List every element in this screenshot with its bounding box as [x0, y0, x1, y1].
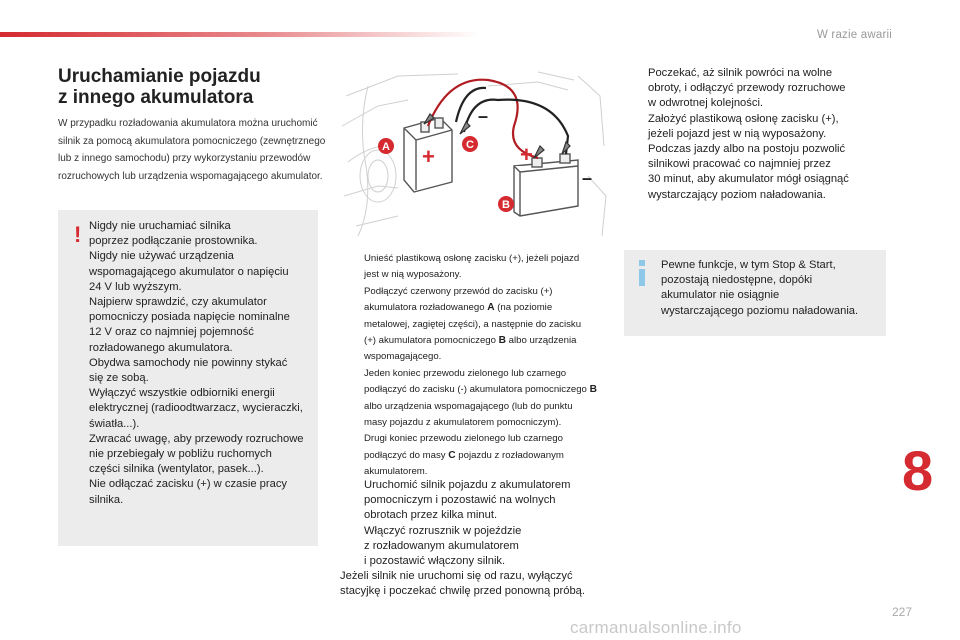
start-line: z rozładowanym akumulatorem [364, 539, 519, 552]
finish-line: 30 minut, aby akumulator mógł osiągnąć [648, 173, 849, 186]
finish-line: silnikowi pracować co najmniej przez [648, 158, 831, 171]
warning-icon: ! [74, 222, 82, 247]
connection-line: Unieść plastikową osłonę zacisku (+), jeżeli pojazd [364, 253, 580, 264]
label-c: C [466, 139, 474, 151]
retry-note-line: Jeżeli silnik nie uruchomi się od razu, wyłączyć [340, 570, 573, 583]
warning-line: elektrycznej (radioodtwarzacz, wycieraczki, [89, 402, 303, 415]
finish-line: Podczas jazdy albo na postoju pozwolić [648, 143, 846, 156]
page-number: 227 [892, 605, 913, 619]
warning-line: Nigdy nie uruchamiać silnika [89, 220, 231, 232]
start-line: Włączyć rozrusznik w pojeździe [364, 524, 522, 537]
section-label: W razie awarii [816, 29, 892, 41]
minus-sign-right: – [582, 168, 593, 188]
finish-line: Poczekać, aż silnik powróci na wolne [648, 67, 833, 79]
connection-step [340, 366, 610, 432]
warning-line: Nie odłączać zacisku (+) w czasie pracy [89, 478, 288, 491]
finish-line: Założyć plastikową osłonę zacisku (+), [648, 112, 839, 125]
info-line: pozostają niedostępne, dopóki [661, 274, 813, 287]
retry-note [340, 569, 610, 599]
start-step [340, 524, 610, 570]
warning-line: światła...). [89, 417, 140, 430]
label-a: A [382, 141, 390, 153]
warning-line: 24 V lub wyższym. [89, 280, 182, 293]
finish-steps [624, 66, 886, 203]
header-accent-bar [0, 32, 480, 37]
warning-line: Najpierw sprawdzić, czy akumulator [89, 296, 267, 309]
plus-sign-b: + [520, 142, 533, 167]
minus-sign-top: – [478, 106, 489, 126]
label-b-badge [498, 196, 514, 212]
label-b: B [502, 199, 510, 211]
warning-line: poprzez podłączanie prostownika. [89, 235, 258, 248]
connection-line: Jeden koniec przewodu zielonego lub czarnego [364, 367, 567, 379]
connection-line: Drugi koniec przewodu zielonego lub czarnego [364, 433, 563, 445]
connection-line: jest w nią wyposażony. [364, 269, 462, 281]
watermark: carmanualsonline.info [570, 618, 742, 637]
label-c-badge [462, 136, 478, 152]
connection-line: masy pojazdu z akumulatorem pomocniczym). [364, 417, 562, 429]
finish-step [624, 142, 886, 203]
info-line: akumulator nie osiągnie [661, 289, 780, 302]
connection-line: akumulatorem. [364, 466, 428, 478]
warning-line: 12 V oraz co najmniej pojemność [89, 326, 254, 339]
warning-line: silnika. [89, 493, 124, 506]
plus-sign-a: + [422, 144, 435, 169]
warning-line: części silnika (wentylator, pasek...). [89, 463, 264, 476]
connection-steps [340, 251, 610, 481]
warning-line: wspomagającego akumulator o napięciu [89, 265, 289, 278]
warning-line: nie przebiegały w pobliżu ruchomych [89, 448, 272, 461]
connection-line: podłączyć do zacisku (-) akumulatora pomocniczego B [364, 384, 597, 396]
warning-line: Zwracać uwagę, aby przewody rozruchowe [89, 432, 304, 445]
connection-line: akumulatora rozładowanego A (na poziomie [364, 302, 553, 314]
finish-line: wystarczający poziom naładowania. [648, 188, 826, 201]
warning-line: pomocniczy posiada napięcie nominalne [89, 311, 290, 324]
info-icon [638, 256, 646, 284]
warning-line: Obydwa samochody nie powinny stykać [89, 356, 288, 369]
connection-line: albo urządzenia wspomagającego (lub do punktu [364, 400, 573, 412]
connection-line: Podłączyć czerwony przewód do zacisku (+) [364, 285, 553, 297]
info-line: Pewne funkcje, w tym Stop & Start, [661, 259, 836, 271]
start-step [340, 478, 610, 524]
warning-text [89, 219, 314, 508]
finish-line: obroty, i odłączyć przewody rozruchowe [648, 82, 846, 95]
start-line: obrotach przez kilka minut. [364, 509, 498, 522]
connection-line: podłączyć do masy C pojazdu z rozładowanym [364, 449, 564, 461]
info-line: wystarczającego poziomu naładowania. [661, 304, 859, 317]
info-text [661, 258, 883, 319]
connection-line: metalowej, zagiętej części), a następnie do zacisku [364, 318, 582, 330]
info-box [624, 250, 886, 336]
connection-step [340, 431, 610, 480]
start-line: i pozostawić włączony silnik. [364, 555, 506, 568]
warning-box [58, 210, 318, 546]
retry-note-line: stacyjkę i poczekać chwilę przed ponowną próbą. [340, 585, 586, 598]
start-line: pomocniczym i pozostawić na wolnych [364, 494, 556, 507]
finish-line: w odwrotnej kolejności. [648, 97, 764, 110]
intro-paragraph: W przypadku rozładowania akumulatora można uruchomić silnik za pomocą akumulatora pomocniczego (zewnętrznego lub z innego samochodu) przy wykorzystaniu przewodów rozruchowych lub urządzenia wspomagającego akumulator. [58, 118, 326, 182]
start-steps [340, 478, 610, 600]
page-title-line2: z innego akumulatora [58, 87, 254, 108]
page-title-line1: Uruchamianie pojazdu [58, 66, 261, 87]
label-a-badge [378, 138, 394, 154]
warning-line: Wyłączyć wszystkie odbiorniki energii [89, 387, 275, 400]
finish-step [624, 66, 886, 112]
warning-line: się ze sobą. [89, 372, 149, 385]
warning-line: Nigdy nie używać urządzenia [89, 250, 234, 263]
connection-step [340, 251, 610, 284]
connection-line: (+) akumulatora pomocniczego B albo urządzenia [364, 335, 577, 347]
finish-line: jeżeli pojazd jest w nią wyposażony. [648, 127, 827, 140]
finish-step [624, 112, 886, 142]
connection-line: wspomagającego. [364, 351, 442, 363]
jump-start-illustration [338, 66, 610, 244]
connection-step [340, 284, 610, 366]
chapter-number: 8 [902, 439, 934, 502]
page-title [58, 66, 328, 108]
warning-line: rozładowanego akumulatora. [89, 341, 233, 354]
start-line: Uruchomić silnik pojazdu z akumulatorem [364, 479, 571, 491]
